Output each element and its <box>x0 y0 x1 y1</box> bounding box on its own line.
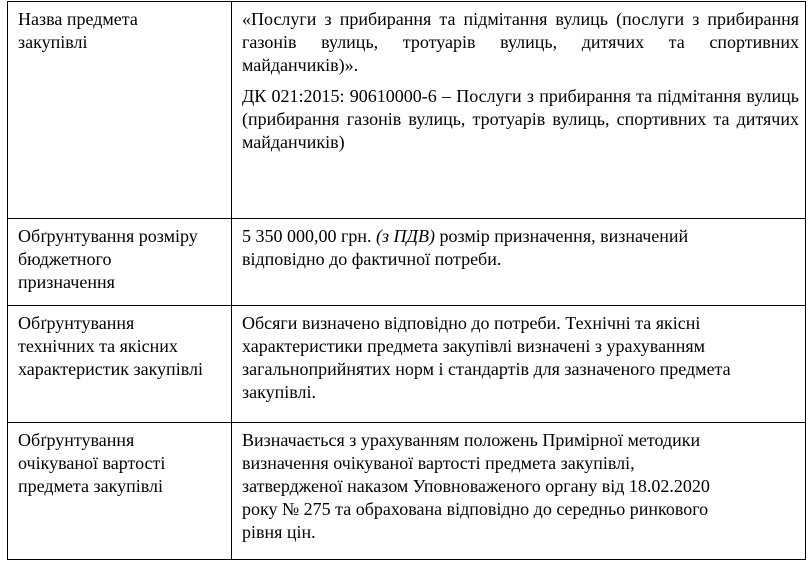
table-row-technical <box>8 306 806 423</box>
procurement-table <box>7 1 806 560</box>
value-cell-expected-cost <box>232 423 806 560</box>
subject-name-text: «Послуги з прибирання та підмітання вулиць (послуги з прибирання газонів вулиць, тротуарів вулиць, дитячих та спортивних майданчиків)». <box>242 9 799 75</box>
subject-label: Назва предмета закупівлі <box>18 9 138 52</box>
table-row-subject <box>8 2 806 219</box>
label-cell-budget <box>8 219 232 306</box>
technical-label: Обґрунтування технічних та якісних характеристик закупівлі <box>18 313 203 379</box>
table-row-expected-cost <box>8 423 806 560</box>
label-cell-subject <box>8 2 232 219</box>
expected-cost-label: Обґрунтування очікуваної вартості предмета закупівлі <box>18 430 166 496</box>
label-cell-technical <box>8 306 232 423</box>
budget-label: Обґрунтування розміру бюджетного призначення <box>18 226 198 292</box>
expected-cost-text: Визначається з урахуванням положень Примірної методики визначення очікуваної вартості предмета закупівлі, затвердженої наказом Уповноваженого органу від 18.02.2020 року № 275 та обрахована відповідно до середньо ринкового рівня цін. <box>242 430 710 542</box>
vat-note: (з ПДВ) <box>376 226 435 246</box>
technical-text: Обсяги визначено відповідно до потреби. Технічні та якісні характеристики предмета закупівлі визначені з урахуванням загальноприйнятих норм і стандартів для зазначеного предмета закупівлі. <box>242 313 731 402</box>
label-cell-expected-cost <box>8 423 232 560</box>
budget-amount: 5 350 000,00 грн. <box>242 226 372 246</box>
table-row-budget <box>8 219 806 306</box>
value-cell-subject <box>232 2 806 219</box>
budget-description: розмір призначення, визначений відповідно до фактичної потреби. <box>242 226 689 269</box>
subject-cpv-text: ДК 021:2015: 90610000-6 – Послуги з прибирання та підмітання вулиць (прибирання газонів вулиць, тротуарів вулиць, спортивних та дитячих майданчиків) <box>242 86 799 152</box>
value-cell-budget <box>232 219 806 306</box>
budget-text <box>242 225 799 271</box>
value-cell-technical <box>232 306 806 423</box>
